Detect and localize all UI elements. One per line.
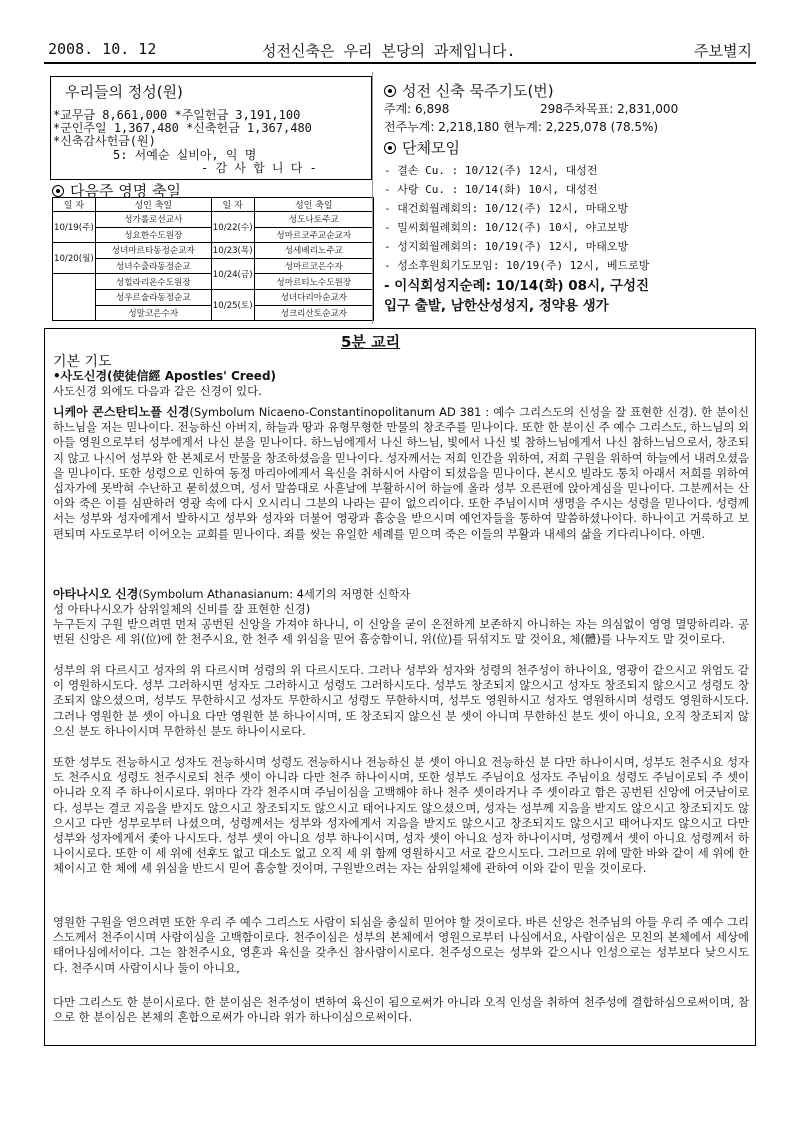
group-item: - 밀씨회월례회의: 10/12(주) 10시, 야고보방: [384, 221, 629, 234]
table-header: 일 자: [211, 198, 254, 212]
table-cell: 10/23(목): [211, 243, 254, 259]
table-cell: 10/19(주): [53, 212, 96, 243]
rosary-week: 주계: 6,898: [384, 102, 450, 116]
table-header: 성인 축일: [95, 198, 211, 212]
table-cell: 성크리산토순교자: [254, 305, 373, 321]
bullet-icon: [384, 142, 396, 154]
column-divider: [372, 72, 373, 324]
pilgrimage-line: - 이식회성지순례: 10/14(화) 08시, 구성진: [384, 278, 650, 294]
table-cell: 성마르코은수자: [254, 258, 373, 274]
offering-thanks: - 감 사 합 니 다 -: [201, 161, 317, 175]
table-cell: 성세베리노주교: [254, 243, 373, 259]
table-cell: 성가롤로선교사: [95, 212, 211, 228]
table-cell: 10/24(금): [211, 258, 254, 289]
creed-intro: 사도신경 외에도 다음과 같은 신경이 있다.: [53, 384, 262, 398]
creed-heading-text: •사도신경(使徒信經 Apostles' Creed): [53, 369, 277, 383]
offering-line: *신축감사헌금(원): [53, 134, 156, 148]
issue-date: 2008. 10. 12: [48, 40, 157, 58]
table-cell: 성힐라리온수도원장: [95, 274, 211, 290]
table-cell: 성우르술라동정순교: [95, 289, 211, 305]
rosary-title: 성전 신축 묵주기도(번): [402, 82, 554, 100]
athan-paragraph: 또한 성부도 전능하시고 성자도 전능하시며 성령도 전능하시나 전능하신 분 셋이 아니요 전능하신 분 다만 하나이시며, 성부도 천주시요 성자도 천주시요 성령도 천주시로되 천주 셋이 아니라 다만 천주 하나이시며, 또한 성부도 주님이요 성자도 주님이요 성령도 주님이로되 주 셋이 아니라 오직 주 하나이시로다. 위마다 각각 천주시며 주님이심을 고백해야 하나 천주 셋이라거나 주 셋이라고 함은 공번된 신앙에 어긋남이로다. 성부는 결코 지음을 받지도 않으시고 창조되지도 않으시고 태어나지도 않으셨으며, 성자는 성부께 지음을 받지도 않으시고 창조되지도 않으시고 다만 성부로부터 나셨으며, 성령께서는 성부와 성자에게서 지음을 받지도 않으시고 창조되지도 않으시고 태어나지도 않으시고 다만 성부와 성자에게서 좇아 나시도다. 성부 셋이 아니요 성부 하나이시며, 성자 셋이 아니요 성자 하나이시며, 성령께서 셋이 아니요 성령께서 하나이시로다. 또한 이 세 위에 선후도 없고 대소도 없고 오직 세 위 함께 영원하시고 서로 같으시도다. 그러므로 위에 말한 바와 같이 세 위에 한 체이시고 한 체에 세 위심을 반드시 믿어 흠숭할 것이며, 구원받으려는 자는 삼위일체에 관하여 이와 같이 믿을 것이로다.: [53, 755, 749, 876]
doctrine-subtitle: 기본 기도: [53, 354, 112, 370]
rosary-total: 전주누계: 2,218,180 현누계: 2,225,078 (78.5%): [384, 120, 659, 134]
group-item: - 사랑 Cu. : 10/14(화) 10시, 대성전: [384, 183, 598, 196]
group-item: - 성소후원회기도모임: 10/19(주) 12시, 베드로방: [384, 259, 650, 272]
table-header: 성인 축일: [254, 198, 373, 212]
doctrine-title: 5분 교리: [341, 333, 401, 351]
table-cell: 성녀다리아순교자: [254, 289, 373, 305]
feast-title: 다음주 영명 축일: [70, 182, 181, 200]
athan-paragraph: 다만 그리스도 한 분이시로다. 한 분이심은 천주성이 변하여 육신이 됨으로써가 아니라 오직 인성을 취하여 천주성에 결합하심으로써이며, 참으로 한 분이심은 본체의 혼합으로써가 아니라 위가 하나이심으로써이다.: [53, 995, 749, 1025]
rosary-heading: [384, 80, 554, 101]
athan-paragraph: 성부의 위 다르시고 성자의 위 다르시며 성령의 위 다르시도다. 그러나 성부와 성자와 성령의 천주성이 하나이요, 영광이 같으시고 위엄도 같이 영원하시도다. 성부 그러하시면 성자도 그러하시고 성령도 그러하시도다. 성부도 창조되지 않으시고 성자도 창조되지 않으시고 성령도 창조되지 않으셨으며, 성부도 무한하시고 성자도 무한하시고 성령도 무한하시며, 성부도 영원하시고 성자도 영원하시며 성령도 영원하시도다. 그러나 영원한 분 셋이 아니요 다만 영원한 분 하나이시며, 또 창조되지 않으신 분 셋이 아니며 무한하신 분도 셋이 아니요, 오직 창조되지 않으신 분도 하나이시며 무한하신 분도 하나이시로다.: [53, 663, 749, 738]
group-item: - 대건회월례회의: 10/12(주) 12시, 마태오방: [384, 202, 629, 215]
athan-paragraph: 누구든지 구원 받으려면 먼저 공번된 신앙을 가져야 하나니, 이 신앙을 굳이 온전하게 보존하지 아니하는 자는 의심없이 영영 멸망하리라. 공번된 신앙은 세 위(位)에 한 천주시요, 한 천주 세 위심을 믿어 흠숭함이니, 위(位)를 뒤섞지도 말 것이요, 체(體)를 나누지도 말 것이로다.: [53, 617, 749, 647]
pilgrimage-line: 입구 출발, 남한산성성지, 정약용 생가: [384, 298, 609, 314]
doctrine-box: [44, 328, 756, 1046]
table-cell: 성말코은수자: [95, 305, 211, 321]
groups-title: 단체모임: [402, 139, 460, 157]
table-cell: 성도나토주교: [254, 212, 373, 228]
offering-line: *군인주일 1,367,480 *신축헌금 1,367,480: [53, 121, 312, 135]
athan-heading: 아타나시오 신경: [53, 587, 139, 601]
offering-line: *교무금 8,661,000 *주일헌금 3,191,100: [53, 108, 301, 122]
slogan: 성전신축은 우리 본당의 과제입니다.: [262, 42, 516, 60]
groups-heading: [384, 137, 460, 158]
athan-paragraph: 영원한 구원을 얻으려면 또한 우리 주 예수 그리스도 사람이 되심을 충실히 믿어야 할 것이로다. 바른 신앙은 천주님의 아들 우리 주 예수 그리스도께서 천주이시며 사람이심을 고백함이로다. 천주이심은 성부의 본체에서 영원으로부터 나심에서요, 사람이심은 모친의 본체에서 세상에 태어나심에서이다. 그는 참천주시요, 영혼과 육신을 갖추신 참사람이시로다. 천주성으로는 성부와 같으시나 인성으로는 성부보다 낮으시도다. 천주시며 사람이시나 둘이 아니요,: [53, 915, 749, 975]
table-cell: 10/22(수): [211, 212, 254, 243]
table-cell: 10/20(월): [53, 243, 96, 274]
table-cell: [53, 274, 96, 321]
page-header: [44, 38, 756, 64]
creed-heading: [53, 369, 749, 384]
nicene-paragraph: [53, 405, 749, 542]
feast-table: [52, 197, 374, 321]
athan-note2: 성 아타나시오가 삼위일체의 신비를 잘 표현한 신경): [53, 602, 311, 616]
nicene-heading: 니케아 콘스탄티노플 신경: [53, 405, 190, 419]
table-cell: 10/25(토): [211, 289, 254, 320]
table-cell: 성마르코주교순교자: [254, 227, 373, 243]
nicene-text: (Symbolum Nicaeno-Constantinopolitanum AD 381 : 예수 그리스도의 신성을 잘 표현한 신경). 한 분이신 하느님을 저는 믿나이다. 전능하신 아버지, 하늘과 땅과 유형무형한 만물의 창조주를 믿나이다. 또한 한 분이신 주 예수 그리스도, 하느님의 외아들 영원으로부터 성부에게서 나신 분을 믿나이다. 하느님에게서 나신 하느님, 빛에서 나신 빛 참하느님에게서 나신 참하느님으로서, 창조되지 않고 나시어 성부와 한 본체로서 만물을 창조하셨음을 믿나이다. 성자께서는 저희 인간을 위하여, 저희 구원을 위하여 하늘에서 내려오셨음을 믿나이다. 또한 성령으로 인하여 동정 마리아에게서 육신을 취하시어 사람이 되셨음을 믿나이다. 본시오 빌라도 통치 아래서 저희를 위하여 십자가에 못박혀 수난하고 묻히셨으며, 성서 말씀대로 사흗날에 부활하시어 하늘에 올라 성부 오른편에 앉아계심을 믿나이다. 그분께서는 산 이와 죽은 이를 심판하러 영광 속에 다시 오시리니 그분의 나라는 끝이 없으리이다. 또한 주님이시며 생명을 주시는 성령을 믿나이다. 성령께서는 성부와 성자에게서 발하시고 성부와 성자와 더불어 영광과 흠숭을 받으시며 예언자들을 통하여 말씀하셨나이다. 하나이고 거룩하고 보편되며 사도로부터 이어오는 교회를 믿나이다. 죄를 씻는 유일한 세례를 믿으며 죽은 이들의 부활과 내세의 삶을 기다리나이다. 아멘.: [53, 405, 749, 541]
offering-title: 우리들의 정성(원): [65, 83, 183, 101]
rosary-target: 298주차목표: 2,831,000: [540, 102, 679, 116]
group-item: - 결손 Cu. : 10/12(주) 12시, 대성전: [384, 164, 598, 177]
athan-note: (Symbolum Athanasianum: 4세기의 저명한 신학자: [138, 587, 411, 601]
table-cell: 성마르티노수도원장: [254, 274, 373, 290]
bullet-icon: [52, 185, 64, 197]
table-cell: 성녀마르타동정순교자: [95, 243, 211, 259]
table-cell: 성요한수도원장: [95, 227, 211, 243]
bulletin-kind: 주보별지: [694, 42, 752, 60]
bullet-icon: [384, 85, 396, 97]
offering-box: [50, 76, 372, 180]
group-item: - 성지회월례회의: 10/19(주) 12시, 마태오방: [384, 240, 629, 253]
table-header: 일 자: [53, 198, 96, 212]
offering-line: 5: 서예순 실비아, 익 명: [113, 148, 257, 162]
athan-heading-line: [53, 587, 749, 602]
table-cell: 성녀수출라동정순교: [95, 258, 211, 274]
